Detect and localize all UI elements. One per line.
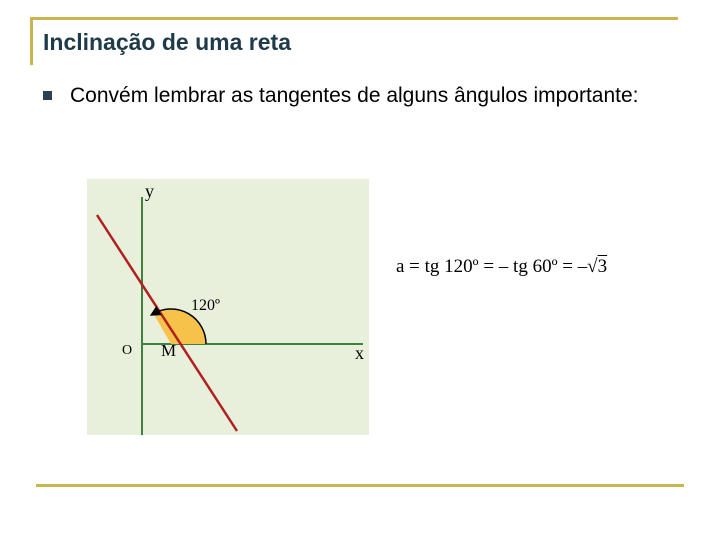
bottom-border	[36, 484, 684, 487]
origin-label: O	[122, 343, 133, 358]
y-axis-label: y	[145, 181, 154, 201]
left-border	[30, 17, 33, 65]
bullet-square-icon	[43, 91, 52, 100]
slope-diagram	[87, 179, 369, 435]
point-label: M	[161, 341, 177, 360]
tangent-formula	[396, 256, 607, 278]
radical-sign: √	[587, 256, 598, 277]
slide-title: Inclinação de uma reta	[43, 29, 291, 55]
angle-label: 120º	[191, 297, 220, 314]
bullet-text: Convém lembrar as tangentes de alguns ângulos importante:	[70, 84, 639, 107]
diagram-background	[87, 179, 369, 435]
radicand: 3	[597, 256, 608, 277]
x-axis-label: x	[355, 343, 364, 363]
top-border	[30, 17, 678, 20]
formula-prefix: a = tg 120º = – tg 60º = –	[396, 256, 588, 277]
